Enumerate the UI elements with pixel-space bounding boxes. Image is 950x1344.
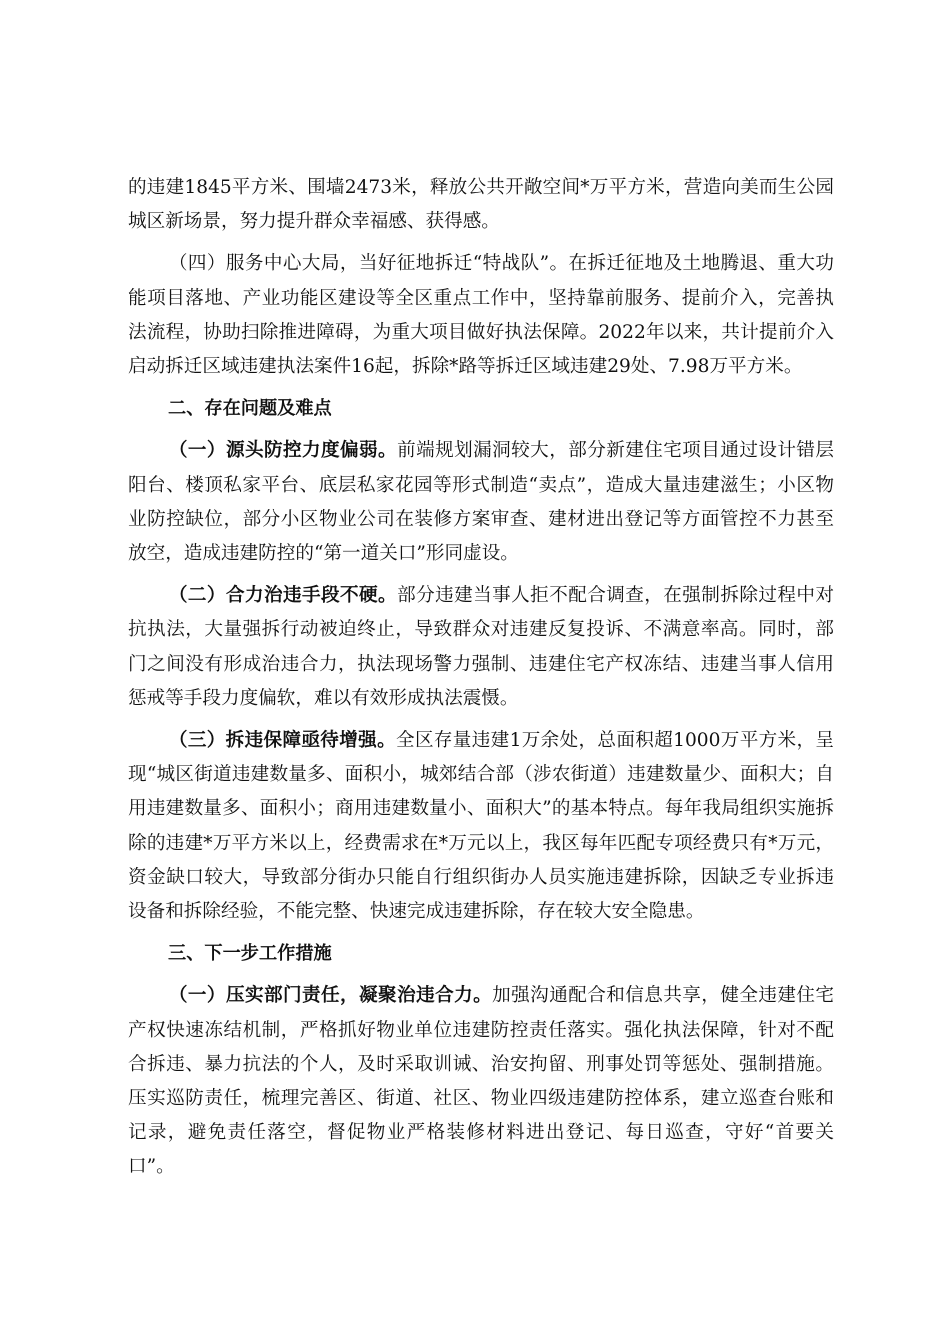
section-heading-problems: 二、存在问题及难点 xyxy=(168,398,332,420)
section-heading-next-steps: 三、下一步工作措施 xyxy=(168,943,332,965)
paragraph-section-four: （四）服务中心大局，当好征地拆迁“特战队”。在拆迁征地及土地腾退、重大功能项目落地、产业功能区建设等全区重点工作中，坚持靠前服务、提前介入，完善执法流程，协助扫除推进障碍，为重大项目做好执法保障。2022年以来，共计提前介入启动拆迁区域违建执法案件16起，拆除*路等拆迁区域违建29处、7.98万平方米。 xyxy=(128,253,834,378)
paragraph-problem-three xyxy=(128,724,834,929)
paragraph-lead-problem-two: （二）合力治违手段不硬。 xyxy=(168,585,398,607)
paragraph-measure-one xyxy=(128,979,834,1184)
paragraph-body-problem-two: 部分违建当事人拒不配合调查，在强制拆除过程中对抗执法，大量强拆行动被迫终止，导致群众对违建反复投诉、不满意率高。同时，部门之间没有形成治违合力，执法现场警力强制、违建住宅产权冻结、违建当事人信用惩戒等手段力度偏软，难以有效形成执法震慑。 xyxy=(128,585,834,709)
paragraph-lead-measure-one: （一）压实部门责任，凝聚治违合力。 xyxy=(168,985,493,1007)
paragraph-body-problem-one: 前端规划漏洞较大，部分新建住宅项目通过设计错层阳台、楼顶私家平台、底层私家花园等形式制造“卖点”，造成大量违建滋生；小区物业防控缺位，部分小区物业公司在装修方案审查、建材进出登记等方面管控不力甚至放空，造成违建防控的“第一道关口”形同虚设。 xyxy=(128,440,834,565)
paragraph-lead-problem-three: （三）拆违保障亟待增强。 xyxy=(168,730,397,752)
paragraph-body-problem-three: 全区存量违建1万余处，总面积超1000万平方米，呈现“城区街道违建数量多、面积小，城郊结合部（涉农街道）违建数量少、面积大；自用违建数量多、面积小；商用违建数量小、面积大”的基本特点。每年我局组织实施拆除的违建*万平方米以上，经费需求在*万元以上，我区每年匹配专项经费只有*万元，资金缺口较大，导致部分街办只能自行组织街办人员实施违建拆除，因缺乏专业拆违设备和拆除经验，不能完整、快速完成违建拆除，存在较大安全隐患。 xyxy=(128,730,834,923)
paragraph-continued-results: 的违建1845平方米、围墙2473米，释放公共开敞空间*万平方米，营造向美而生公园城区新场景，努力提升群众幸福感、获得感。 xyxy=(128,177,834,233)
paragraph-lead-problem-one: （一）源头防控力度偏弱。 xyxy=(168,440,398,462)
paragraph-body-measure-one: 加强沟通配合和信息共享，健全违建住宅产权快速冻结机制，严格抓好物业单位违建防控责任落实。强化执法保障，针对不配合拆违、暴力抗法的个人，及时采取训诫、治安拘留、刑事处罚等惩处、强制措施。压实巡防责任，梳理完善区、街道、社区、物业四级违建防控体系，建立巡查台账和记录，避免责任落空，督促物业严格装修材料进出登记、每日巡查，守好“首要关口”。 xyxy=(128,985,834,1178)
document-body xyxy=(128,171,834,1185)
paragraph-problem-one xyxy=(128,434,834,571)
paragraph-problem-two xyxy=(128,579,834,716)
